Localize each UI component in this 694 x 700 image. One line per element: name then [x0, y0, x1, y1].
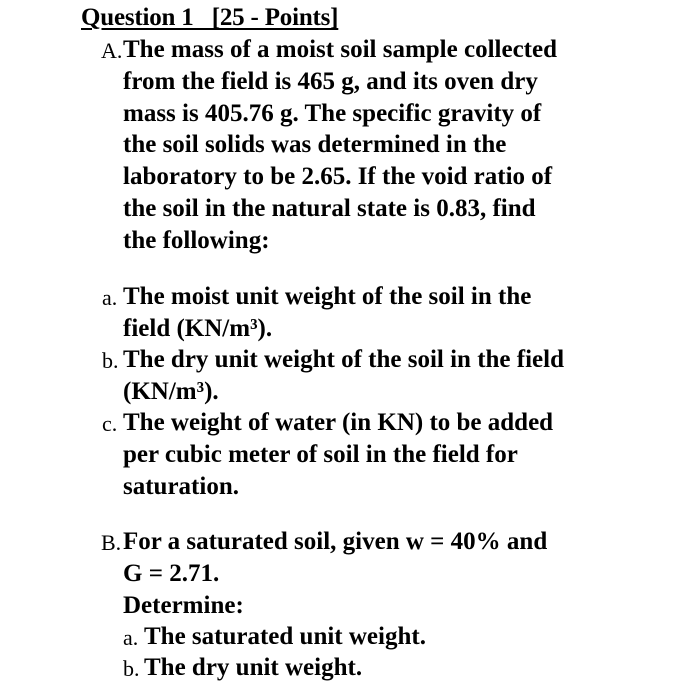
part-a-line: The mass of a moist soil sample collected — [123, 36, 557, 63]
part-b-line: Determine: — [123, 591, 244, 619]
item-line: The dry unit weight of the soil in the field — [123, 346, 564, 373]
part-a-line: the soil in the natural state is 0.83, find — [123, 194, 536, 222]
item-marker: b. — [123, 656, 140, 681]
item-marker: a. — [123, 625, 139, 650]
part-b-line: For a saturated soil, given w = 40% and — [123, 528, 548, 555]
part-a — [101, 34, 623, 257]
item-line: saturation. — [123, 472, 239, 500]
part-a-item-a — [102, 281, 623, 345]
part-a-item-c — [102, 407, 623, 502]
part-a-line: laboratory to be 2.65. If the void ratio of — [123, 163, 553, 191]
item-line: per cubic meter of soil in the field for — [123, 440, 518, 468]
part-a-item-b — [102, 344, 623, 408]
item-line: field (KN/m³). — [123, 314, 273, 342]
part-b-line: G = 2.71. — [123, 559, 220, 587]
part-b-marker: B. — [101, 530, 122, 555]
item-marker: b. — [102, 348, 119, 373]
part-a-line: the following: — [123, 226, 270, 254]
part-a-line: the soil solids was determined in the — [123, 131, 507, 159]
item-line: (KN/m³). — [123, 377, 219, 405]
part-a-marker: A. — [101, 38, 123, 63]
question-title: Question 1 [25 - Points] — [81, 4, 339, 31]
item-line: The weight of water (in KN) to be added — [123, 409, 554, 436]
part-a-line: from the field is 465 g, and its oven dry — [123, 67, 538, 95]
part-a-line: mass is 405.76 g. The specific gravity of — [123, 99, 542, 127]
item-marker: a. — [102, 285, 118, 310]
part-b-item-b — [123, 652, 624, 684]
part-b-item-a — [123, 621, 624, 653]
part-b — [101, 526, 623, 621]
item-line: The moist unit weight of the soil in the — [123, 283, 532, 310]
item-line: The saturated unit weight. — [144, 623, 426, 650]
item-marker: c. — [102, 411, 118, 436]
item-line: The dry unit weight. — [144, 654, 363, 681]
